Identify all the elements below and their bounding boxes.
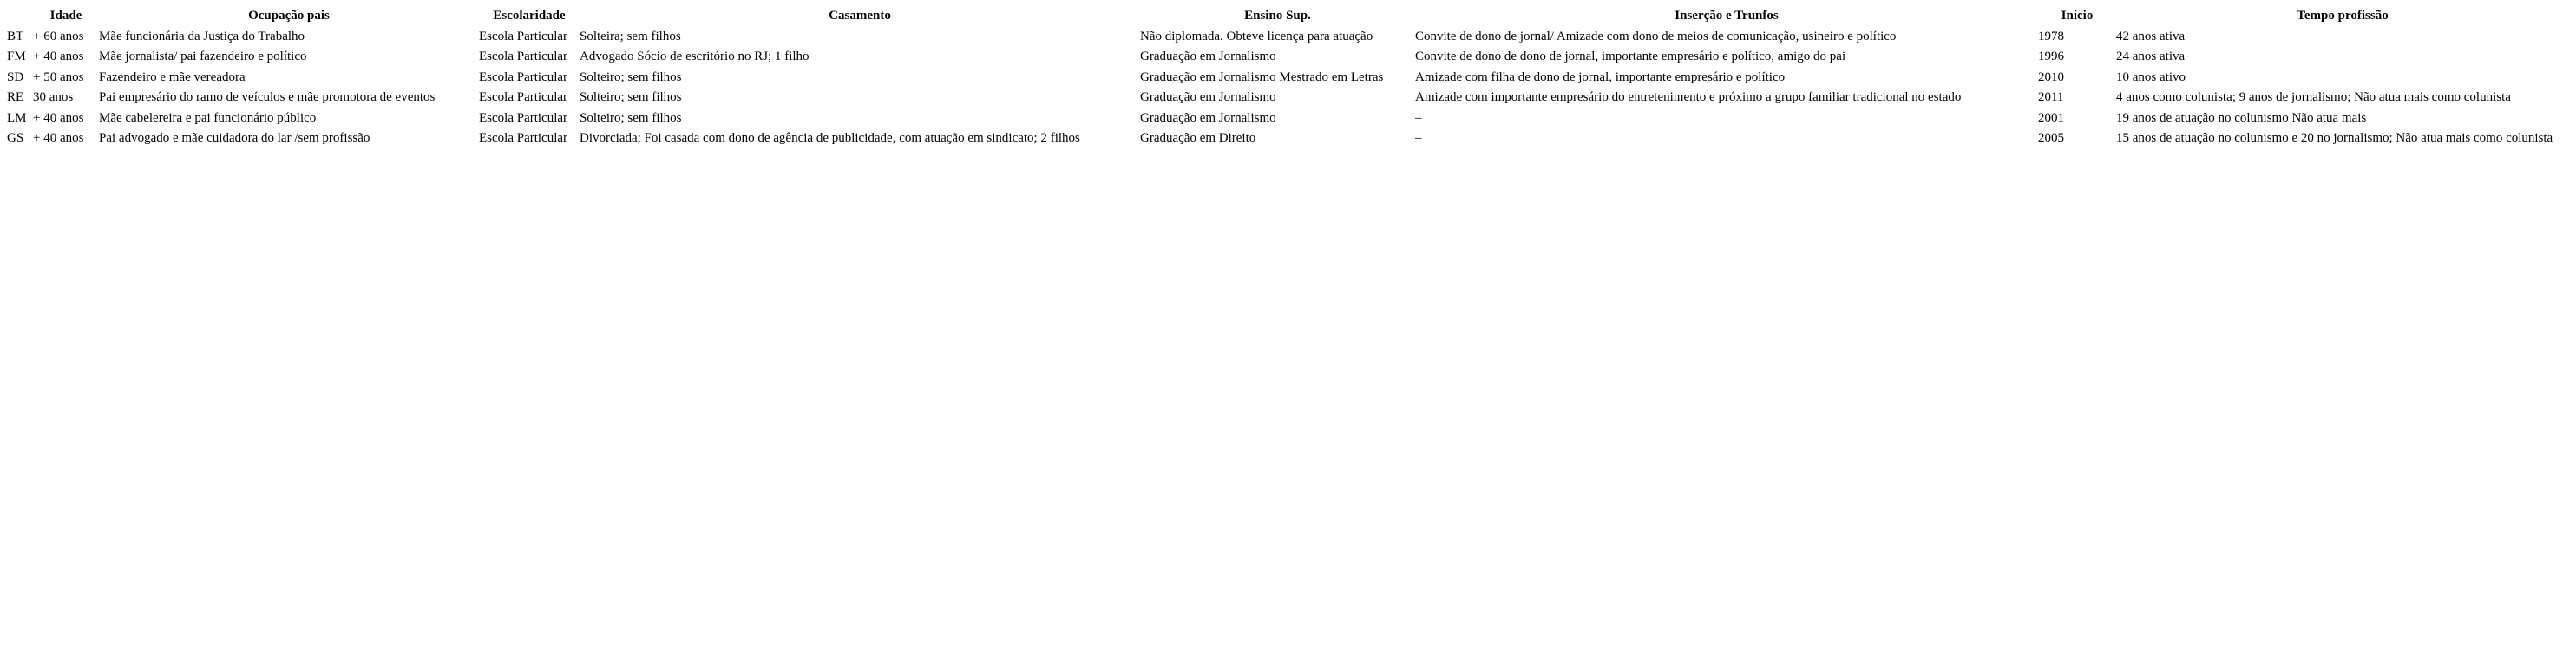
cell-ensino: Graduação em Jornalismo xyxy=(1140,110,1276,125)
cell-insercao: Amizade com filha de dono de jornal, importante empresário e político xyxy=(1415,69,1786,84)
cell-escolaridade: Escola Particular xyxy=(479,69,568,84)
column-header-id xyxy=(7,6,33,27)
cell-casamento: Solteiro; sem filhos xyxy=(580,90,682,104)
cell-id: BT xyxy=(7,29,24,43)
column-header-tempo: Tempo profissão xyxy=(2297,9,2389,23)
cell-casamento: Solteiro; sem filhos xyxy=(580,110,682,125)
cell-insercao: Convite de dono de jornal/ Amizade com dono de meios de comunicação, usineiro e político xyxy=(1415,29,1897,43)
cell-idade: + 50 anos xyxy=(33,69,84,84)
cell-ocupacao: Mãe cabelereira e pai funcionário público xyxy=(99,110,317,125)
table-row xyxy=(7,27,2569,48)
cell-inicio: 2011 xyxy=(2038,90,2064,104)
cell-id: SD xyxy=(7,69,24,84)
blank-area xyxy=(0,149,2576,636)
cell-casamento: Solteiro; sem filhos xyxy=(580,69,682,84)
column-header-insercao: Inserção e Trunfos xyxy=(1675,9,1779,23)
cell-ocupacao: Pai advogado e mãe cuidadora do lar /sem profissão xyxy=(99,131,370,145)
cell-ensino: Não diplomada. Obteve licença para atuação xyxy=(1140,29,1373,43)
cell-inicio: 2001 xyxy=(2038,110,2064,125)
column-header-ensino: Ensino Sup. xyxy=(1244,9,1311,23)
cell-idade: + 40 anos xyxy=(33,110,84,125)
cell-ensino: Graduação em Jornalismo xyxy=(1140,90,1276,104)
cell-casamento: Solteira; sem filhos xyxy=(580,29,681,43)
cell-idade: + 60 anos xyxy=(33,29,84,43)
column-header-escolaridade: Escolaridade xyxy=(493,9,566,23)
cell-inicio: 1996 xyxy=(2038,49,2064,63)
cell-escolaridade: Escola Particular xyxy=(479,110,568,125)
cell-insercao: Amizade com importante empresário do entretenimento e próximo a grupo familiar tradicional no estado xyxy=(1415,90,1962,104)
table-row xyxy=(7,109,2569,129)
cell-insercao: – xyxy=(1415,131,1422,145)
cell-ocupacao: Pai empresário do ramo de veículos e mãe promotora de eventos xyxy=(99,90,436,104)
cell-id: GS xyxy=(7,131,24,145)
cell-escolaridade: Escola Particular xyxy=(479,131,568,145)
header-row xyxy=(7,6,2569,27)
cell-id: FM xyxy=(7,49,26,63)
cell-inicio: 2005 xyxy=(2038,131,2064,145)
cell-ocupacao: Mãe jornalista/ pai fazendeiro e político xyxy=(99,49,307,63)
cell-casamento: Advogado Sócio de escritório no RJ; 1 filho xyxy=(580,49,810,63)
cell-insercao: Convite de dono de dono de jornal, importante empresário e político, amigo do pai xyxy=(1415,49,1846,63)
cell-tempo: 24 anos ativa xyxy=(2116,49,2186,63)
cell-escolaridade: Escola Particular xyxy=(479,29,568,43)
page xyxy=(0,6,2576,652)
cell-id: LM xyxy=(7,110,27,125)
cell-tempo: 4 anos como colunista; 9 anos de jornalismo; Não atua mais como colunista xyxy=(2116,90,2511,104)
cell-inicio: 1978 xyxy=(2038,29,2064,43)
cell-escolaridade: Escola Particular xyxy=(479,90,568,104)
cell-id: RE xyxy=(7,90,24,104)
cell-insercao: – xyxy=(1415,110,1422,125)
column-header-inicio: Início xyxy=(2061,9,2094,23)
table-row xyxy=(7,128,2569,149)
cell-tempo: 19 anos de atuação no colunismo Não atua mais xyxy=(2116,110,2367,125)
cell-idade: + 40 anos xyxy=(33,49,84,63)
cell-idade: 30 anos xyxy=(33,90,74,104)
cell-ocupacao: Fazendeiro e mãe vereadora xyxy=(99,69,246,84)
table-row xyxy=(7,68,2569,89)
column-header-ocupacao: Ocupação pais xyxy=(248,9,330,23)
table-row xyxy=(7,88,2569,109)
cell-ensino: Graduação em Direito xyxy=(1140,131,1256,145)
cell-casamento: Divorciada; Foi casada com dono de agência de publicidade, com atuação em sindicato; 2 filhos xyxy=(580,131,1080,145)
cell-ensino: Graduação em Jornalismo Mestrado em Letras xyxy=(1140,69,1384,84)
column-header-idade: Idade xyxy=(49,9,82,23)
cell-tempo: 10 anos ativo xyxy=(2116,69,2186,84)
profiles-table xyxy=(7,6,2569,149)
table-row xyxy=(7,47,2569,68)
cell-ensino: Graduação em Jornalismo xyxy=(1140,49,1276,63)
cell-ocupacao: Mãe funcionária da Justiça do Trabalho xyxy=(99,29,305,43)
cell-tempo: 15 anos de atuação no colunismo e 20 no jornalismo; Não atua mais como colunista xyxy=(2116,131,2553,145)
cell-idade: + 40 anos xyxy=(33,131,84,145)
cell-escolaridade: Escola Particular xyxy=(479,49,568,63)
cell-inicio: 2010 xyxy=(2038,69,2064,84)
cell-tempo: 42 anos ativa xyxy=(2116,29,2186,43)
table-body xyxy=(7,27,2569,149)
column-header-casamento: Casamento xyxy=(829,9,891,23)
